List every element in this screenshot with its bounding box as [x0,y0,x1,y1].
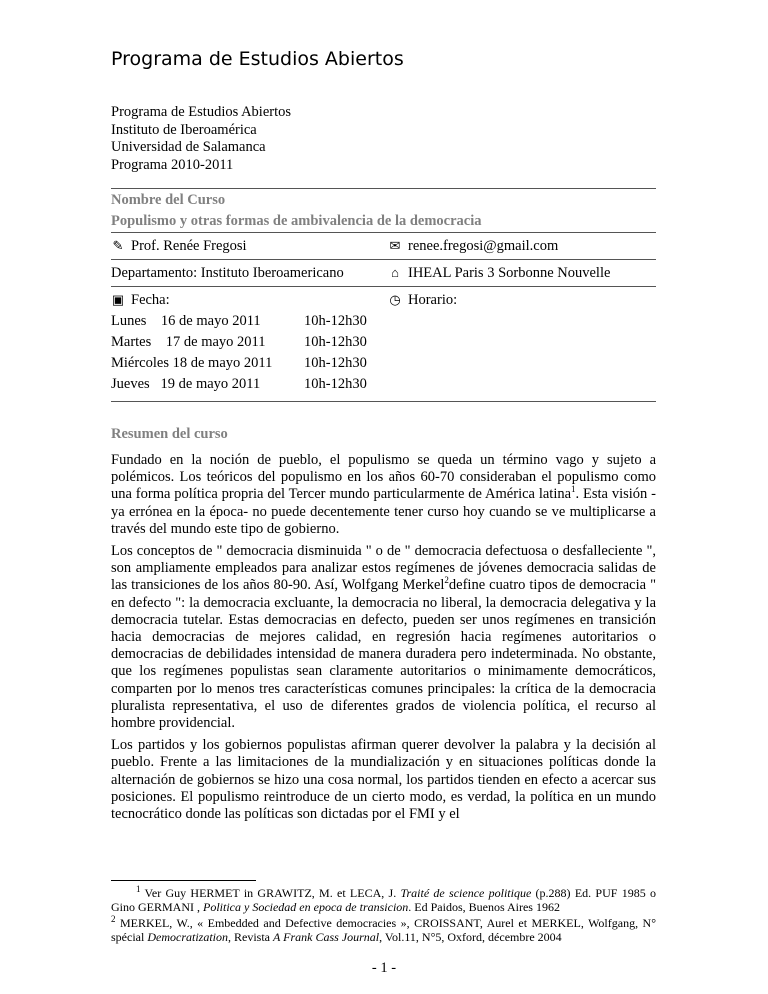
professor-row [111,238,247,255]
professor-name: Prof. Renée Fregosi [131,238,247,254]
page-number: - 1 - [371,960,397,976]
date-label: Fecha: [131,292,170,308]
footnote-separator [111,880,256,881]
footnote: $^1$ Ver Guy HERMET in GRAWITZ, M. et LECA, J. Traité de science politique (p.288) Ed. PUF 1985 o Gino GERMANI , Politica y Sociedad en epoca de transicion. Ed Paidos, Buenos Aires 1962 [111,884,656,914]
department-text: Departamento: Instituto Iberoamericano [111,265,344,281]
schedule-day: Lunes 16 de mayo 2011 [111,313,261,329]
schedule-time: 10h-12h30 [304,355,367,371]
pen-icon: ✎ [112,238,124,253]
institution-line: Universidad de Salamanca [111,139,266,155]
email-address[interactable]: renee.fregosi@gmail.com [408,238,559,254]
footnote-ref[interactable]: 1 [571,484,576,495]
email-row [388,238,558,255]
divider [111,232,656,233]
date-label-row [111,292,170,309]
paragraph: Los conceptos de " democracia disminuida " o de " democracia defectuosa o desfalleciente ", son ampliamente empleados para analizar estos regímenes de jóvenes democracia salidas de las transiciones de los años 80-90. Así, Wolfgang Merkel$^2$define cuatro tipos de democracia " en defecto ": la democracia excluante, la democracia no liberal, la democracia delegativa y la democracia tutelar. Estas democracias en defecto, pueden ser unos regímenes en transición hacia democracias de mejores calidad, en regresión hacia regímenes autoritarios o democracias de debilidades intensidad de manera duradera pero indeterminada. No obstante, que los regímenes populistas sean claramente autoritarios o minimamente democráticos, comparten por lo menos tres características comunes principales: la crítica de la democracia pluralista representativa, el uso de diferentes grados de violencia política, el recurso al hombre providencial. [111,543,657,732]
footnote: $^2$ MERKEL, W., « Embedded and Defective democracies », CROISSANT, Aurel et MERKEL, Wolfgang, N° spécial Democratization, Revista A Frank Cass Journal, Vol.11, N°5, Oxford, décembre 2004 [111,914,656,944]
footnotes [111,886,656,946]
schedule-day: Martes 17 de mayo 2011 [111,334,266,350]
time-label: Horario: [408,292,458,308]
institution-block [111,104,291,174]
schedule-time: 10h-12h30 [304,313,367,329]
summary-body [111,452,656,828]
clock-icon: ◷ [389,292,401,307]
divider [111,401,656,402]
divider [111,188,656,189]
envelope-icon: ✉ [389,238,401,253]
course-title: Populismo y otras formas de ambivalencia de la democracia [111,213,482,229]
footnote-ref[interactable]: 2 [444,575,449,586]
institution-line: Programa 2010-2011 [111,156,234,173]
schedule-time: 10h-12h30 [304,334,367,350]
summary-heading: Resumen del curso [111,426,228,442]
paragraph: Fundado en la noción de pueblo, el populismo se queda un término vago y sujeto a polémicos. Los teóricos del populismo en los años 60-70 consideraban el populismo como una forma política propria del Tercer mundo particularmente de América latina$^1$. Esta visión - ya errónea en la época- no puede decentemente tener curso hoy cuando se ve multiplicarse a través del mundo este tipo de gobierno. [111,452,656,537]
institution-line: Programa de Estudios Abiertos [111,104,292,120]
schedule-time: 10h-12h30 [304,376,367,392]
time-label-row [388,292,457,309]
schedule-day: Jueves 19 de mayo 2011 [111,376,261,392]
schedule-row [111,313,367,330]
schedule-row [111,334,367,351]
location-row [388,265,610,282]
running-header: Programa de Estudios Abiertos [111,48,404,70]
divider [111,286,656,287]
schedule-day: Miércoles 18 de mayo 2011 [111,355,273,371]
paragraph: Los partidos y los gobiernos populistas afirman querer devolver la palabra y la decisión al pueblo. Frente a las limitaciones de la mundialización y en situaciones políticas donde la alternación de gobiernos se hizo una cosa normal, los partidos tienden en efecto a acercar sus posiciones. El populismo reintroduce de un cierto modo, es verdad, la política en un mundo tecnocrático donde las políticas son dictadas por el FMI y el [111,737,656,823]
institution-line: Instituto de Iberoamérica [111,121,257,138]
calendar-icon: ▣ [111,292,125,307]
department-row [111,265,344,282]
location-text: IHEAL Paris 3 Sorbonne Nouvelle [408,265,611,281]
schedule-row [111,355,367,372]
building-icon: ⌂ [391,265,399,280]
schedule-row [111,376,367,393]
course-label: Nombre del Curso [111,192,226,208]
divider [111,259,656,260]
